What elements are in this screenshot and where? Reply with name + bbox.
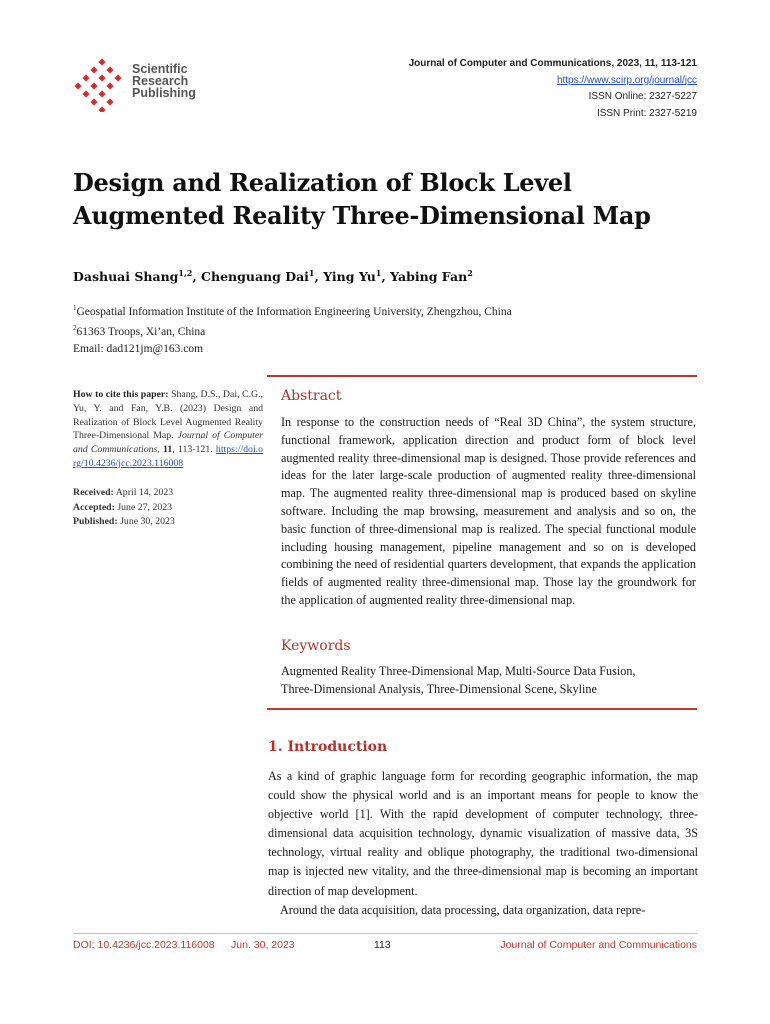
affiliation-1 (73, 300, 512, 320)
accepted-date (73, 501, 263, 516)
author-separator: , (381, 269, 391, 285)
abstract-bottom-rule (267, 708, 697, 710)
author-affil-sup: 1 (375, 268, 382, 278)
paper-title (73, 166, 713, 232)
publisher-logo-icon (74, 56, 130, 112)
received-value: April 14, 2023 (115, 487, 174, 498)
footer-doi: DOI: 10.4236/jcc.2023.116008 (73, 939, 215, 951)
published-date (73, 515, 263, 530)
paper-title-line1: Design and Realization of Block Level (73, 168, 572, 197)
author-name: Dashuai Shang (73, 269, 179, 285)
received-date (73, 486, 263, 501)
cite-pages: , 113-121. (172, 444, 213, 456)
abstract-text: In response to the construction needs of “Real 3D China”, the system structure, functional framework, application direction and product form of block level augmented reality three-dimensional map is designed. Those provide references and ideas for the later large-scale production of augmented reality three-dimensional map. The augmented reality three-dimensional map is produced based on skyline software. Including the map browsing, measurement and analysis and so on, the basic function of three-dimensional map is realized. The special functional module including housing management, pipeline management and so on is developed combining the need of residential quarters development, that expands the application fields of augmented reality three-dimensional map. Those lay the groundwork for the application of augmented reality three-dimensional map. (281, 415, 696, 607)
author-name: Ying Yu (323, 269, 376, 285)
publisher-name-line2: Research (132, 74, 189, 88)
affiliation-sup: 1 (73, 304, 77, 312)
publisher-name-line3: Publishing (132, 86, 196, 100)
author-affil-sup: 1,2 (178, 268, 193, 278)
footer-date: Jun. 30, 2023 (231, 939, 295, 951)
intro-paragraph-2: Around the data acquisition, data processing, data organization, data repre- (280, 902, 646, 917)
paper-title-line2: Augmented Reality Three-Dimensional Map (73, 201, 651, 230)
author-email: Email: dad121jm@163.com (73, 342, 204, 355)
how-to-cite: How to cite this paper: Shang, D.S., Dai, C.G., Yu, Y. and Fan, Y.B. (2023) Design and Realization of Block Level Augmented Reality Three-Dimensional Map. Journal of Computer and Communications, 11, 113-121. https://doi.org/10.4236/jcc.2023.116008 (73, 389, 264, 469)
introduction-body (268, 767, 698, 920)
keywords-line1: Augmented Reality Three-Dimensional Map, Multi-Source Data Fusion, (281, 664, 636, 678)
accepted-value: June 27, 2023 (117, 501, 173, 513)
abstract-top-rule (267, 375, 697, 377)
footer-rule (73, 933, 697, 934)
issn-print: ISSN Print: 2327-5219 (596, 107, 697, 119)
affiliation-2 (73, 320, 512, 340)
affiliations (73, 300, 512, 357)
cite-journal: Journal of Computer and Communications (73, 430, 263, 456)
author-separator: , (192, 269, 202, 285)
section-heading-introduction: 1. Introduction (268, 739, 388, 755)
journal-citation: Journal of Computer and Communications, 2023, 11, 113-121 (408, 58, 697, 69)
article-dates (73, 486, 263, 530)
journal-url-link[interactable]: https://www.scirp.org/journal/jcc (556, 74, 697, 86)
published-label: Published: (73, 516, 118, 527)
keywords-heading: Keywords (281, 638, 351, 654)
affiliation-text: 61363 Troops, Xi’an, China (76, 326, 206, 339)
abstract-heading: Abstract (281, 388, 342, 404)
author-name: Yabing Fan (390, 269, 468, 285)
journal-header (409, 56, 697, 122)
cite-label: How to cite this paper: (73, 389, 169, 400)
footer-journal: Journal of Computer and Communications (500, 939, 697, 951)
publisher-name-line1: Scientific (132, 62, 188, 76)
affiliation-sup: 2 (73, 324, 77, 333)
keywords-text (281, 662, 696, 698)
issn-online: ISSN Online: 2327-5227 (588, 91, 697, 102)
author-affil-sup: 1 (308, 268, 315, 278)
doi-link[interactable]: https://doi.org/10.4236/jcc.2023.116008 (73, 444, 264, 469)
accepted-label: Accepted: (73, 501, 115, 513)
publisher-name (132, 63, 196, 99)
author-name: Chenguang Dai (201, 269, 309, 285)
author-list (73, 268, 473, 284)
intro-paragraph-1: As a kind of graphic language form for recording geographic information, the map could show the physical world and is an important means for people to know the objective world [1]. With the rapid development of computer technology, three-dimensional data acquisition technology, dynamic visualization of massive data, 3S technology, virtual reality and oblique photography, the traditional two-dimensional map is injected new vitality, and the three-dimensional map is becoming an important direction of map development. (268, 769, 698, 898)
cite-volume: 11 (163, 444, 173, 456)
received-label: Received: (73, 487, 114, 498)
author-affil-sup: 2 (467, 268, 473, 278)
page-number: 113 (374, 939, 391, 951)
published-value: June 30, 2023 (120, 516, 175, 527)
cite-text: Shang, D.S., Dai, C.G., Yu, Y. and Fan, Y.B. (2023) Design and Realization of Block Level Augmented Reality Three-Dimensional Map. (73, 389, 263, 442)
keywords-line2: Three-Dimensional Analysis, Three-Dimensional Scene, Skyline (281, 682, 597, 696)
author-separator: , (314, 269, 324, 285)
affiliation-text: Geospatial Information Institute of the Information Engineering University, Zhengzhou, China (76, 305, 512, 318)
